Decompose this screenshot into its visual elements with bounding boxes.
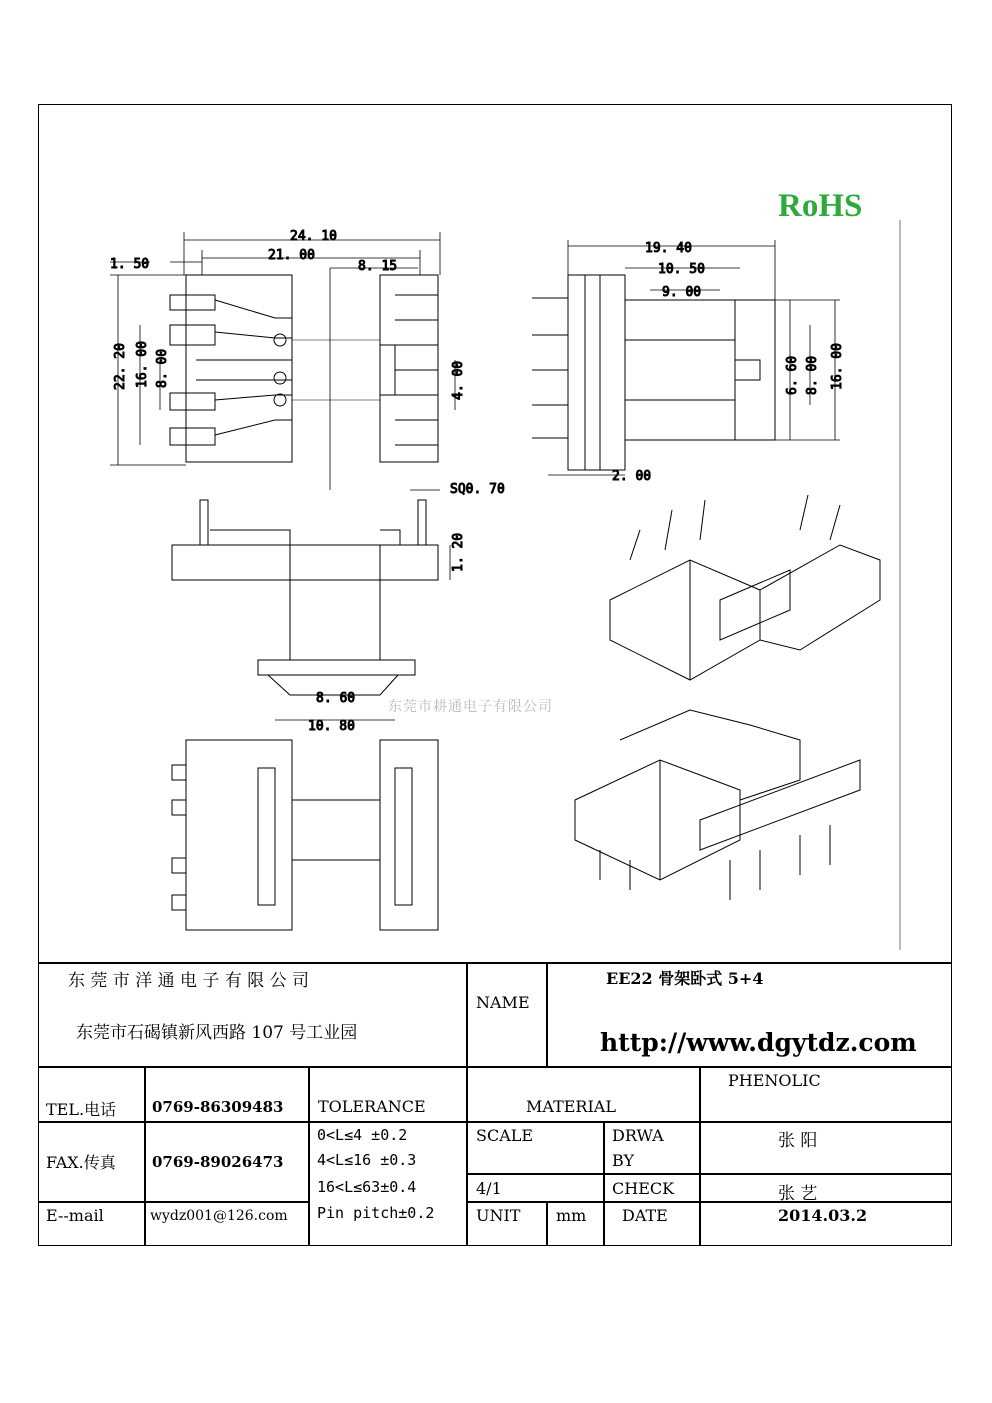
tb-line <box>308 1066 310 1246</box>
tb-line <box>546 962 548 1066</box>
tb-line <box>38 1201 308 1203</box>
tb-line <box>38 1066 952 1068</box>
dim-8-00a: 8. 00 <box>155 348 170 388</box>
drawn-label: DRWA <box>612 1126 664 1145</box>
material-value: PHENOLIC <box>728 1071 821 1090</box>
dim-8-15: 8. 15 <box>358 259 398 274</box>
fax-value: 0769-89026473 <box>152 1153 284 1171</box>
side-view-right <box>532 275 775 470</box>
check-value: 张 艺 <box>778 1184 818 1204</box>
dim-9-00: 9. 00 <box>662 285 702 300</box>
dim-16-00a: 16. 00 <box>135 341 150 388</box>
dim-10-80: 10. 80 <box>308 719 355 734</box>
tb-line <box>466 962 468 1246</box>
drawn-value: 张 阳 <box>778 1131 818 1151</box>
dim-1-50: 1. 50 <box>110 257 150 272</box>
dim-8-60: 8. 60 <box>316 691 356 706</box>
tb-line <box>38 962 952 964</box>
company-address: 东莞市石碣镇新风西路 107 号工业园 <box>76 1023 358 1043</box>
name-label: NAME <box>476 993 530 1012</box>
tb-line <box>546 1201 548 1246</box>
tolerance-label: TOLERANCE <box>318 1097 426 1116</box>
dim-1-20: 1. 20 <box>451 532 466 572</box>
unit-label: UNIT <box>476 1206 521 1225</box>
dim-4-00: 4. 00 <box>451 360 466 400</box>
isometric-view-2 <box>575 710 860 900</box>
tel-label: TEL.电话 <box>46 1100 117 1119</box>
date-label: DATE <box>622 1206 668 1225</box>
tb-line <box>144 1066 146 1246</box>
tolerance-4: Pin pitch±0.2 <box>317 1204 435 1222</box>
dims-middle <box>275 545 450 720</box>
dim-6-60: 6. 60 <box>785 355 800 395</box>
dim-10-50: 10. 50 <box>658 262 705 277</box>
company-name: 东 莞 市 洋 通 电 子 有 限 公 司 <box>68 971 310 991</box>
website: http://www.dgytdz.com <box>600 1028 917 1057</box>
watermark: 东莞市耕通电子有限公司 <box>388 699 553 715</box>
dim-19-40: 19. 40 <box>645 241 692 256</box>
fax-label: FAX.传真 <box>46 1153 116 1172</box>
dim-16-00b: 16. 00 <box>830 343 845 390</box>
tolerance-1: 0<L≤4 ±0.2 <box>317 1126 408 1144</box>
dim-22-20: 22. 20 <box>113 343 128 390</box>
drawn-label-2: BY <box>612 1151 635 1170</box>
dim-8-00b: 8. 00 <box>805 355 820 395</box>
tb-line <box>699 1066 701 1246</box>
scale-label: SCALE <box>476 1126 534 1145</box>
email-value: wydz001@126.com <box>150 1208 288 1224</box>
tolerance-3: 16<L≤63±0.4 <box>317 1178 417 1196</box>
tb-line <box>467 1173 952 1175</box>
rohs-mark: RoHS <box>778 188 863 224</box>
dim-24-10: 24. 10 <box>290 229 337 244</box>
tb-line <box>38 1121 952 1123</box>
isometric-view-1 <box>610 495 880 680</box>
front-view-left <box>170 275 438 462</box>
date-value: 2014.03.2 <box>778 1206 868 1225</box>
bottom-view <box>172 740 438 930</box>
email-label: E--mail <box>46 1206 104 1225</box>
material-label: MATERIAL <box>526 1097 616 1116</box>
tel-value: 0769-86309483 <box>152 1098 284 1116</box>
unit-value: mm <box>556 1206 587 1225</box>
scale-value: 4/1 <box>476 1179 502 1198</box>
dim-sq0-70: SQ0. 70 <box>450 482 505 497</box>
tb-line <box>467 1201 952 1203</box>
tb-line <box>603 1121 605 1246</box>
dim-21-00: 21. 00 <box>268 248 315 263</box>
part-name: EE22 骨架卧式 5+4 <box>606 969 764 988</box>
top-view-middle <box>172 500 438 695</box>
check-label: CHECK <box>612 1179 675 1198</box>
tolerance-2: 4<L≤16 ±0.3 <box>317 1151 417 1169</box>
dim-2-00: 2. 00 <box>612 469 652 484</box>
